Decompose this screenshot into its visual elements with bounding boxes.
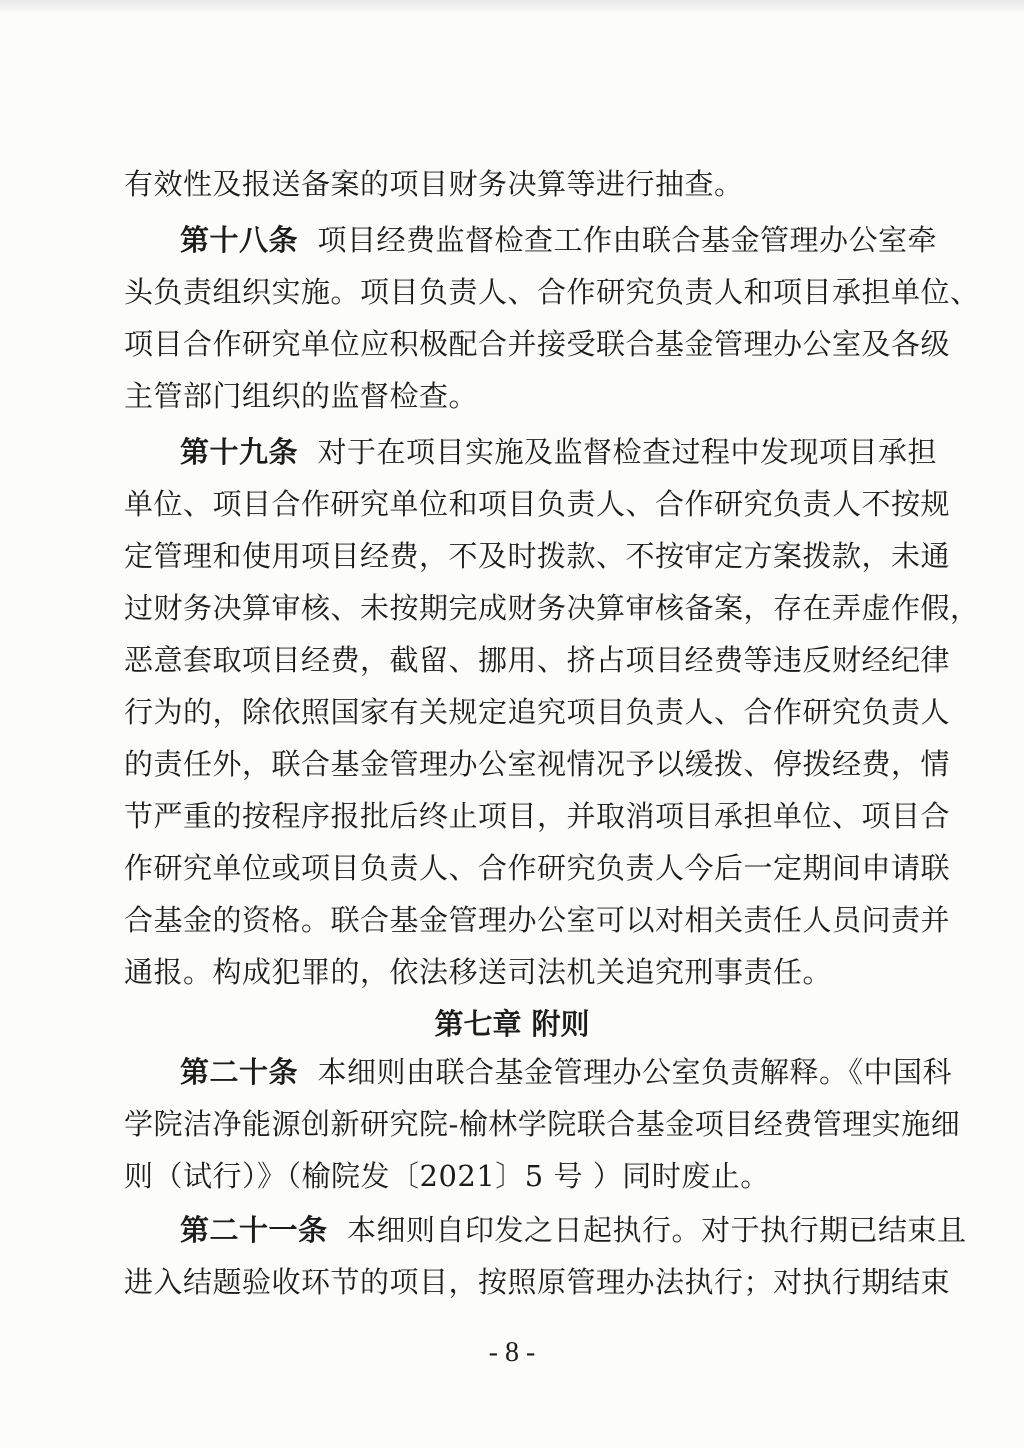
- article-19-label: 第十九条: [180, 435, 299, 469]
- text-line-16: 通报。构成犯罪的，依法移送司法机关追究刑事责任。: [124, 955, 833, 989]
- text-line-13: 节严重的按程序报批后终止项目，并取消项目承担单位、项目合: [124, 799, 951, 833]
- text-line-12: 的责任外，联合基金管理办公室视情况予以缓拨、停拨经费，情: [124, 747, 951, 781]
- article-21-label: 第二十一条: [180, 1213, 328, 1247]
- text-line-3: 头负责组织实施。项目负责人、合作研究负责人和项目承担单位、: [124, 275, 980, 309]
- text-line-5: 主管部门组织的监督检查。: [124, 379, 479, 413]
- text-line-1: 有效性及报送备案的项目财务决算等进行抽查。: [124, 167, 744, 201]
- text-line-15: 合基金的资格。联合基金管理办公室可以对相关责任人员问责并: [124, 903, 951, 937]
- text-line-9: 过财务决算审核、未按期完成财务决算审核备案，存在弄虚作假，: [124, 591, 980, 625]
- text-line-8: 定管理和使用项目经费，不及时拨款、不按审定方案拨款，未通: [124, 539, 951, 573]
- page-number: - 8 -: [488, 1337, 536, 1368]
- text-line-11: 行为的，除依照国家有关规定追究项目负责人、合作研究负责人: [124, 695, 951, 729]
- text-line-14: 作研究单位或项目负责人、合作研究负责人今后一定期间申请联: [124, 851, 951, 885]
- text-line-21: 进入结题验收环节的项目，按照原管理办法执行；对执行期结束: [124, 1265, 951, 1299]
- text-line-7: 单位、项目合作研究单位和项目负责人、合作研究负责人不按规: [124, 487, 951, 521]
- article-18-line-1: 第十八条 项目经费监督检查工作由联合基金管理办公室牵: [180, 223, 937, 257]
- article-20-line-1: 第二十条 本细则由联合基金管理办公室负责解释。《中国科: [180, 1055, 952, 1089]
- text-line-18: 学院洁净能源创新研究院-榆林学院联合基金项目经费管理实施细: [124, 1107, 961, 1141]
- article-20-label: 第二十条: [180, 1055, 299, 1089]
- text-line-10: 恶意套取项目经费，截留、挪用、挤占项目经费等违反财经纪律: [124, 643, 951, 677]
- chapter-heading: 第七章 附则: [434, 1007, 590, 1041]
- text-line-19: 则（试行）》（榆院发〔2021〕5 号 ）同时废止。: [124, 1159, 770, 1193]
- article-19-line-1: 第十九条 对于在项目实施及监督检查过程中发现项目承担: [180, 435, 937, 469]
- article-21-line-1: 第二十一条 本细则自印发之日起执行。对于执行期已结束且: [180, 1213, 967, 1247]
- scan-edge-shadow: [0, 0, 1024, 14]
- article-18-label: 第十八条: [180, 223, 299, 257]
- text-line-4: 项目合作研究单位应积极配合并接受联合基金管理办公室及各级: [124, 327, 951, 361]
